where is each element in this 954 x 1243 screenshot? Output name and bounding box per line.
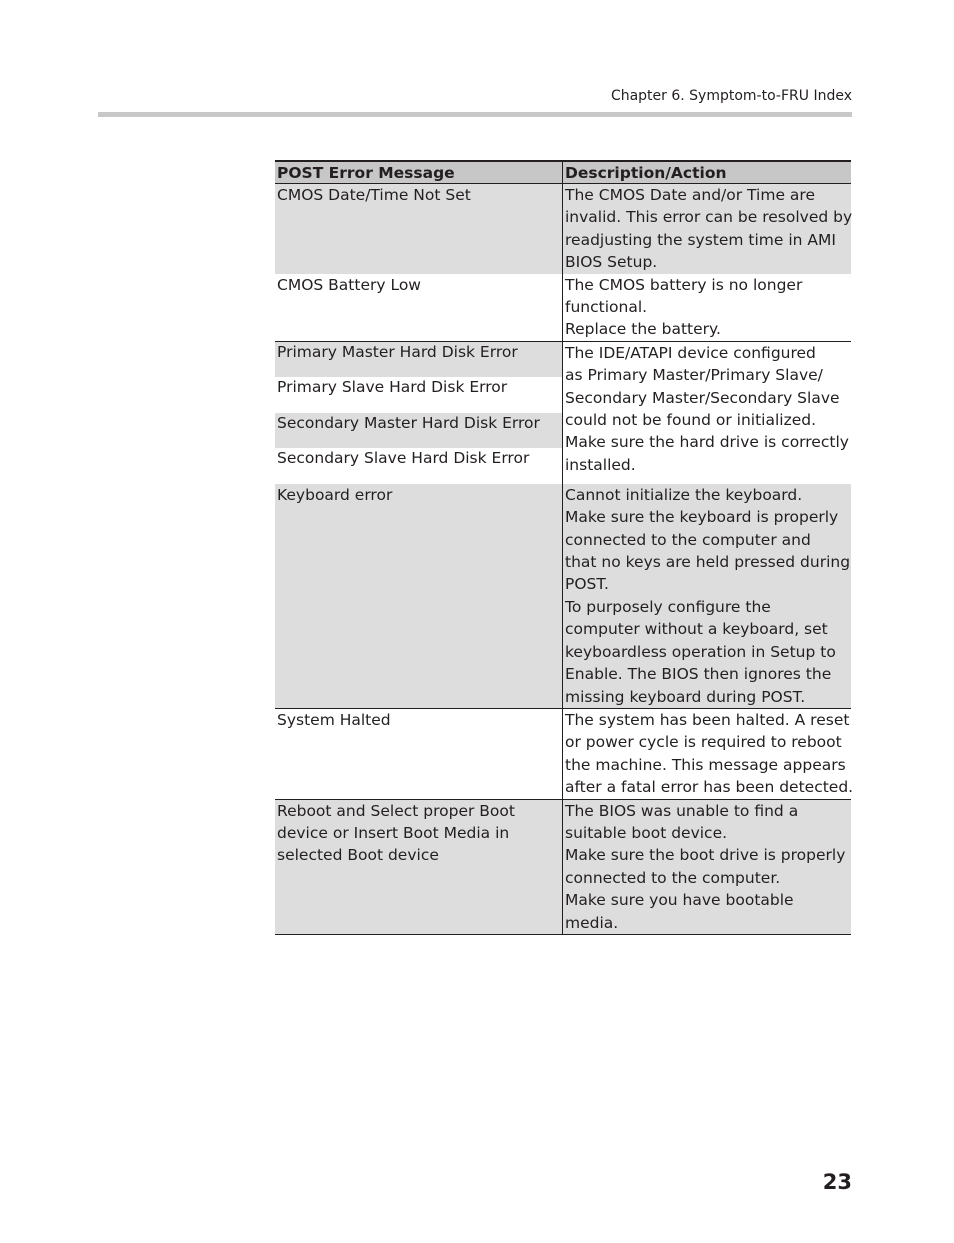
header-rule xyxy=(98,112,852,117)
description-line: computer without a keyboard, set xyxy=(565,620,828,639)
description-line: Make sure the boot drive is properly xyxy=(565,846,846,865)
description-cell xyxy=(562,342,851,484)
table-row xyxy=(275,274,851,341)
description-line: POST. xyxy=(565,575,609,594)
description-line: installed. xyxy=(565,455,636,474)
description-line: functional. xyxy=(565,298,648,317)
error-message-cell xyxy=(275,342,562,484)
error-message-cell xyxy=(275,484,562,708)
description-line: The CMOS battery is no longer xyxy=(565,275,803,294)
error-message-line: selected Boot device xyxy=(277,846,439,865)
description-line: connected to the computer. xyxy=(565,868,781,887)
table-row xyxy=(275,708,854,799)
description-line: Cannot initialize the keyboard. xyxy=(565,485,803,504)
description-line: media. xyxy=(565,913,619,932)
description-cell xyxy=(562,800,851,934)
description-line: BIOS Setup. xyxy=(565,253,658,272)
error-message-cell xyxy=(275,800,562,934)
description-line: the machine. This message appears xyxy=(565,755,846,774)
error-message-line: Reboot and Select proper Boot xyxy=(277,801,515,820)
page-number: 23 xyxy=(822,1170,852,1194)
error-message-cell xyxy=(275,184,562,274)
column-header: Description/Action xyxy=(562,162,851,184)
description-line: keyboardless operation in Setup to xyxy=(565,642,836,661)
table-row xyxy=(275,341,851,484)
column-header: POST Error Message xyxy=(275,162,562,184)
error-message-line: device or Insert Boot Media in xyxy=(277,823,510,842)
description-line: or power cycle is required to reboot xyxy=(565,733,842,752)
error-message: Secondary Master Hard Disk Error xyxy=(275,413,562,449)
error-message: CMOS Date/Time Not Set xyxy=(277,186,471,204)
error-message: Primary Master Hard Disk Error xyxy=(275,342,562,378)
description-line: invalid. This error can be resolved by xyxy=(565,208,853,227)
table-row xyxy=(275,799,851,934)
error-message: Keyboard error xyxy=(277,485,393,504)
description-cell xyxy=(562,709,854,799)
description-cell xyxy=(562,274,851,341)
table-row xyxy=(275,484,851,708)
description-cell xyxy=(562,484,851,708)
error-message: Secondary Slave Hard Disk Error xyxy=(277,449,530,468)
description-cell xyxy=(562,184,851,274)
description-line: readjusting the system time in AMI xyxy=(565,230,836,249)
description-line: as Primary Master/Primary Slave/ xyxy=(565,366,823,385)
description-line: To purposely configure the xyxy=(565,597,771,616)
table-header-row xyxy=(275,162,851,184)
description-line: The CMOS Date and/or Time are xyxy=(565,186,815,204)
description-line: Make sure the keyboard is properly xyxy=(565,508,839,527)
description-line: Replace the battery. xyxy=(565,320,721,339)
error-message-cell xyxy=(275,709,562,799)
error-message: System Halted xyxy=(277,710,391,729)
description-line: The system has been halted. A reset xyxy=(565,710,850,729)
table-row xyxy=(275,184,851,274)
description-line: suitable boot device. xyxy=(565,823,728,842)
description-line: Secondary Master/Secondary Slave xyxy=(565,388,840,407)
description-line: Enable. The BIOS then ignores the xyxy=(565,665,832,684)
post-error-table xyxy=(275,160,854,935)
error-message: CMOS Battery Low xyxy=(277,275,421,294)
description-line: could not be found or initialized. xyxy=(565,411,817,430)
description-line: Make sure you have bootable xyxy=(565,891,794,910)
description-line: Make sure the hard drive is correctly xyxy=(565,433,849,452)
description-line: missing keyboard during POST. xyxy=(565,687,806,706)
error-message: Primary Slave Hard Disk Error xyxy=(277,378,508,397)
error-message-cell xyxy=(275,274,562,341)
description-line: that no keys are held pressed during xyxy=(565,553,851,572)
description-line: connected to the computer and xyxy=(565,530,811,549)
description-line: The IDE/ATAPI device configured xyxy=(565,343,816,362)
running-head: Chapter 6. Symptom-to-FRU Index xyxy=(610,88,852,104)
description-line: The BIOS was unable to find a xyxy=(565,801,799,820)
description-line: after a fatal error has been detected. xyxy=(565,778,854,797)
